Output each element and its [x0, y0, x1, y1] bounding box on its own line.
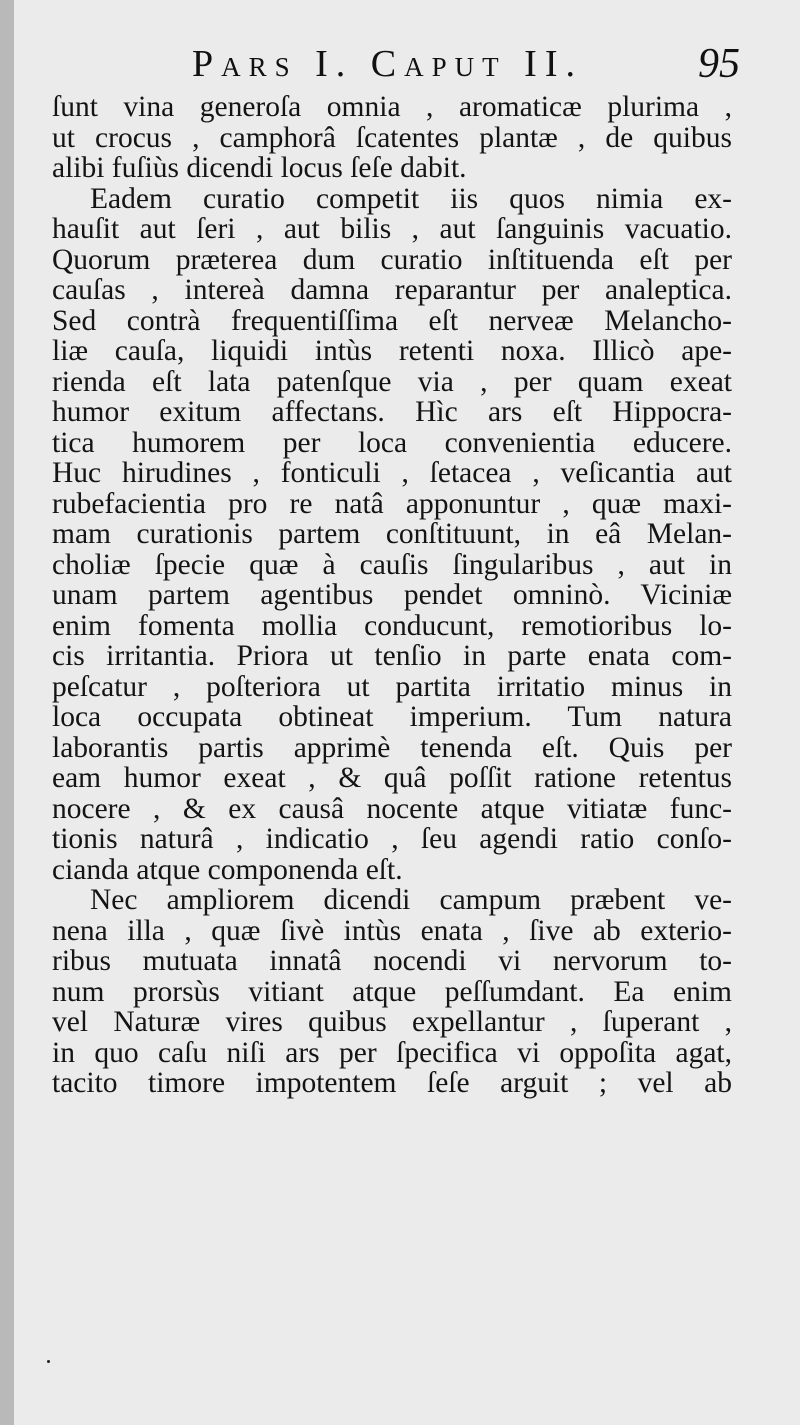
- text-line: Nec ampliorem dicendi campum præbent ve-: [90, 884, 732, 916]
- text-line: choliæ ſpecie quæ à cauſis ſingularibus , aut in: [52, 548, 732, 581]
- body-text: [52, 92, 732, 1099]
- text-line: vel Naturæ vires quibus expellantur , ſuperant ,: [52, 1006, 732, 1038]
- text-line: tacito timore impotentem ſeſe arguit ; vel ab: [52, 1067, 732, 1099]
- text-line: laborantis partis apprimè tenenda eſt. Quis per: [52, 731, 732, 764]
- text-line: cauſas , intereà damna reparantur per analeptica.: [52, 274, 732, 306]
- text-line: ſunt vina generoſa omnia , aromaticæ plurima ,: [52, 91, 732, 123]
- text-line: nocere , & ex causâ nocente atque vitiatæ func-: [52, 792, 732, 825]
- text-line: peſcatur , poſteriora ut partita irritatio minus in: [52, 670, 732, 703]
- text-line: Sed contrà frequentiſſima eſt nerveæ Melancho-: [52, 304, 732, 337]
- text-line: nena illa , quæ ſivè intùs enata , ſive ab exterio-: [52, 914, 732, 947]
- text-line: tionis naturâ , indicatio , ſeu agendi ratio conſo-: [52, 823, 732, 855]
- text-line: rienda eſt lata patenſque via , per quam exeat: [52, 365, 732, 398]
- text-line: tica humorem per loca convenientia educere.: [52, 426, 732, 459]
- text-line: ribus mutuata innatâ nocendi vi nervorum to-: [52, 945, 732, 977]
- text-line: alibi fuſiùs dicendi locus ſeſe dabit.: [52, 152, 467, 184]
- text-line: num prorsùs vitiant atque peſſumdant. Ea enim: [52, 975, 732, 1008]
- text-line: eam humor exeat , & quâ poſſit ratione retentus: [52, 762, 732, 794]
- page-header: [52, 38, 740, 92]
- text-line: humor exitum affectans. Hìc ars eſt Hippocra-: [52, 396, 732, 428]
- page-number: 95: [698, 41, 740, 87]
- text-line: ut crocus , camphorâ ſcatentes plantæ , de quibus: [52, 121, 732, 154]
- text-line: Eadem curatio competit iis quos nimia ex-: [90, 182, 732, 215]
- text-line: enim fomenta mollia conducunt, remotioribus lo-: [52, 609, 732, 642]
- text-line: loca occupata obtineat imperium. Tum natura: [52, 701, 732, 733]
- text-line: cianda atque componenda eſt.: [52, 853, 403, 886]
- text-line: unam partem agentibus pendet omninò. Viciniæ: [52, 579, 732, 611]
- page-gutter-edge: [0, 0, 14, 1425]
- text-line: Quorum præterea dum curatio inſtituenda eſt per: [52, 243, 732, 276]
- text-line: mam curationis partem conſtituunt, in eâ Melan-: [52, 518, 732, 550]
- text-line: rubefacientia pro re natâ apponuntur , quæ maxi-: [52, 487, 732, 520]
- text-line: in quo caſu niſi ars per ſpecifica vi oppoſita agat,: [52, 1036, 732, 1069]
- text-line: liæ cauſa, liquidi intùs retenti noxa. Illicò ape-: [52, 335, 732, 367]
- running-head: Pars I. Caput II.: [192, 43, 583, 85]
- text-line: hauſit aut ſeri , aut bilis , aut ſanguinis vacuatio.: [52, 213, 732, 245]
- text-line: Huc hirudines , fonticuli , ſetacea , veſicantia aut: [52, 457, 732, 489]
- ink-speck: [47, 1360, 50, 1363]
- text-line: cis irritantia. Priora ut tenſio in parte enata com-: [52, 640, 732, 672]
